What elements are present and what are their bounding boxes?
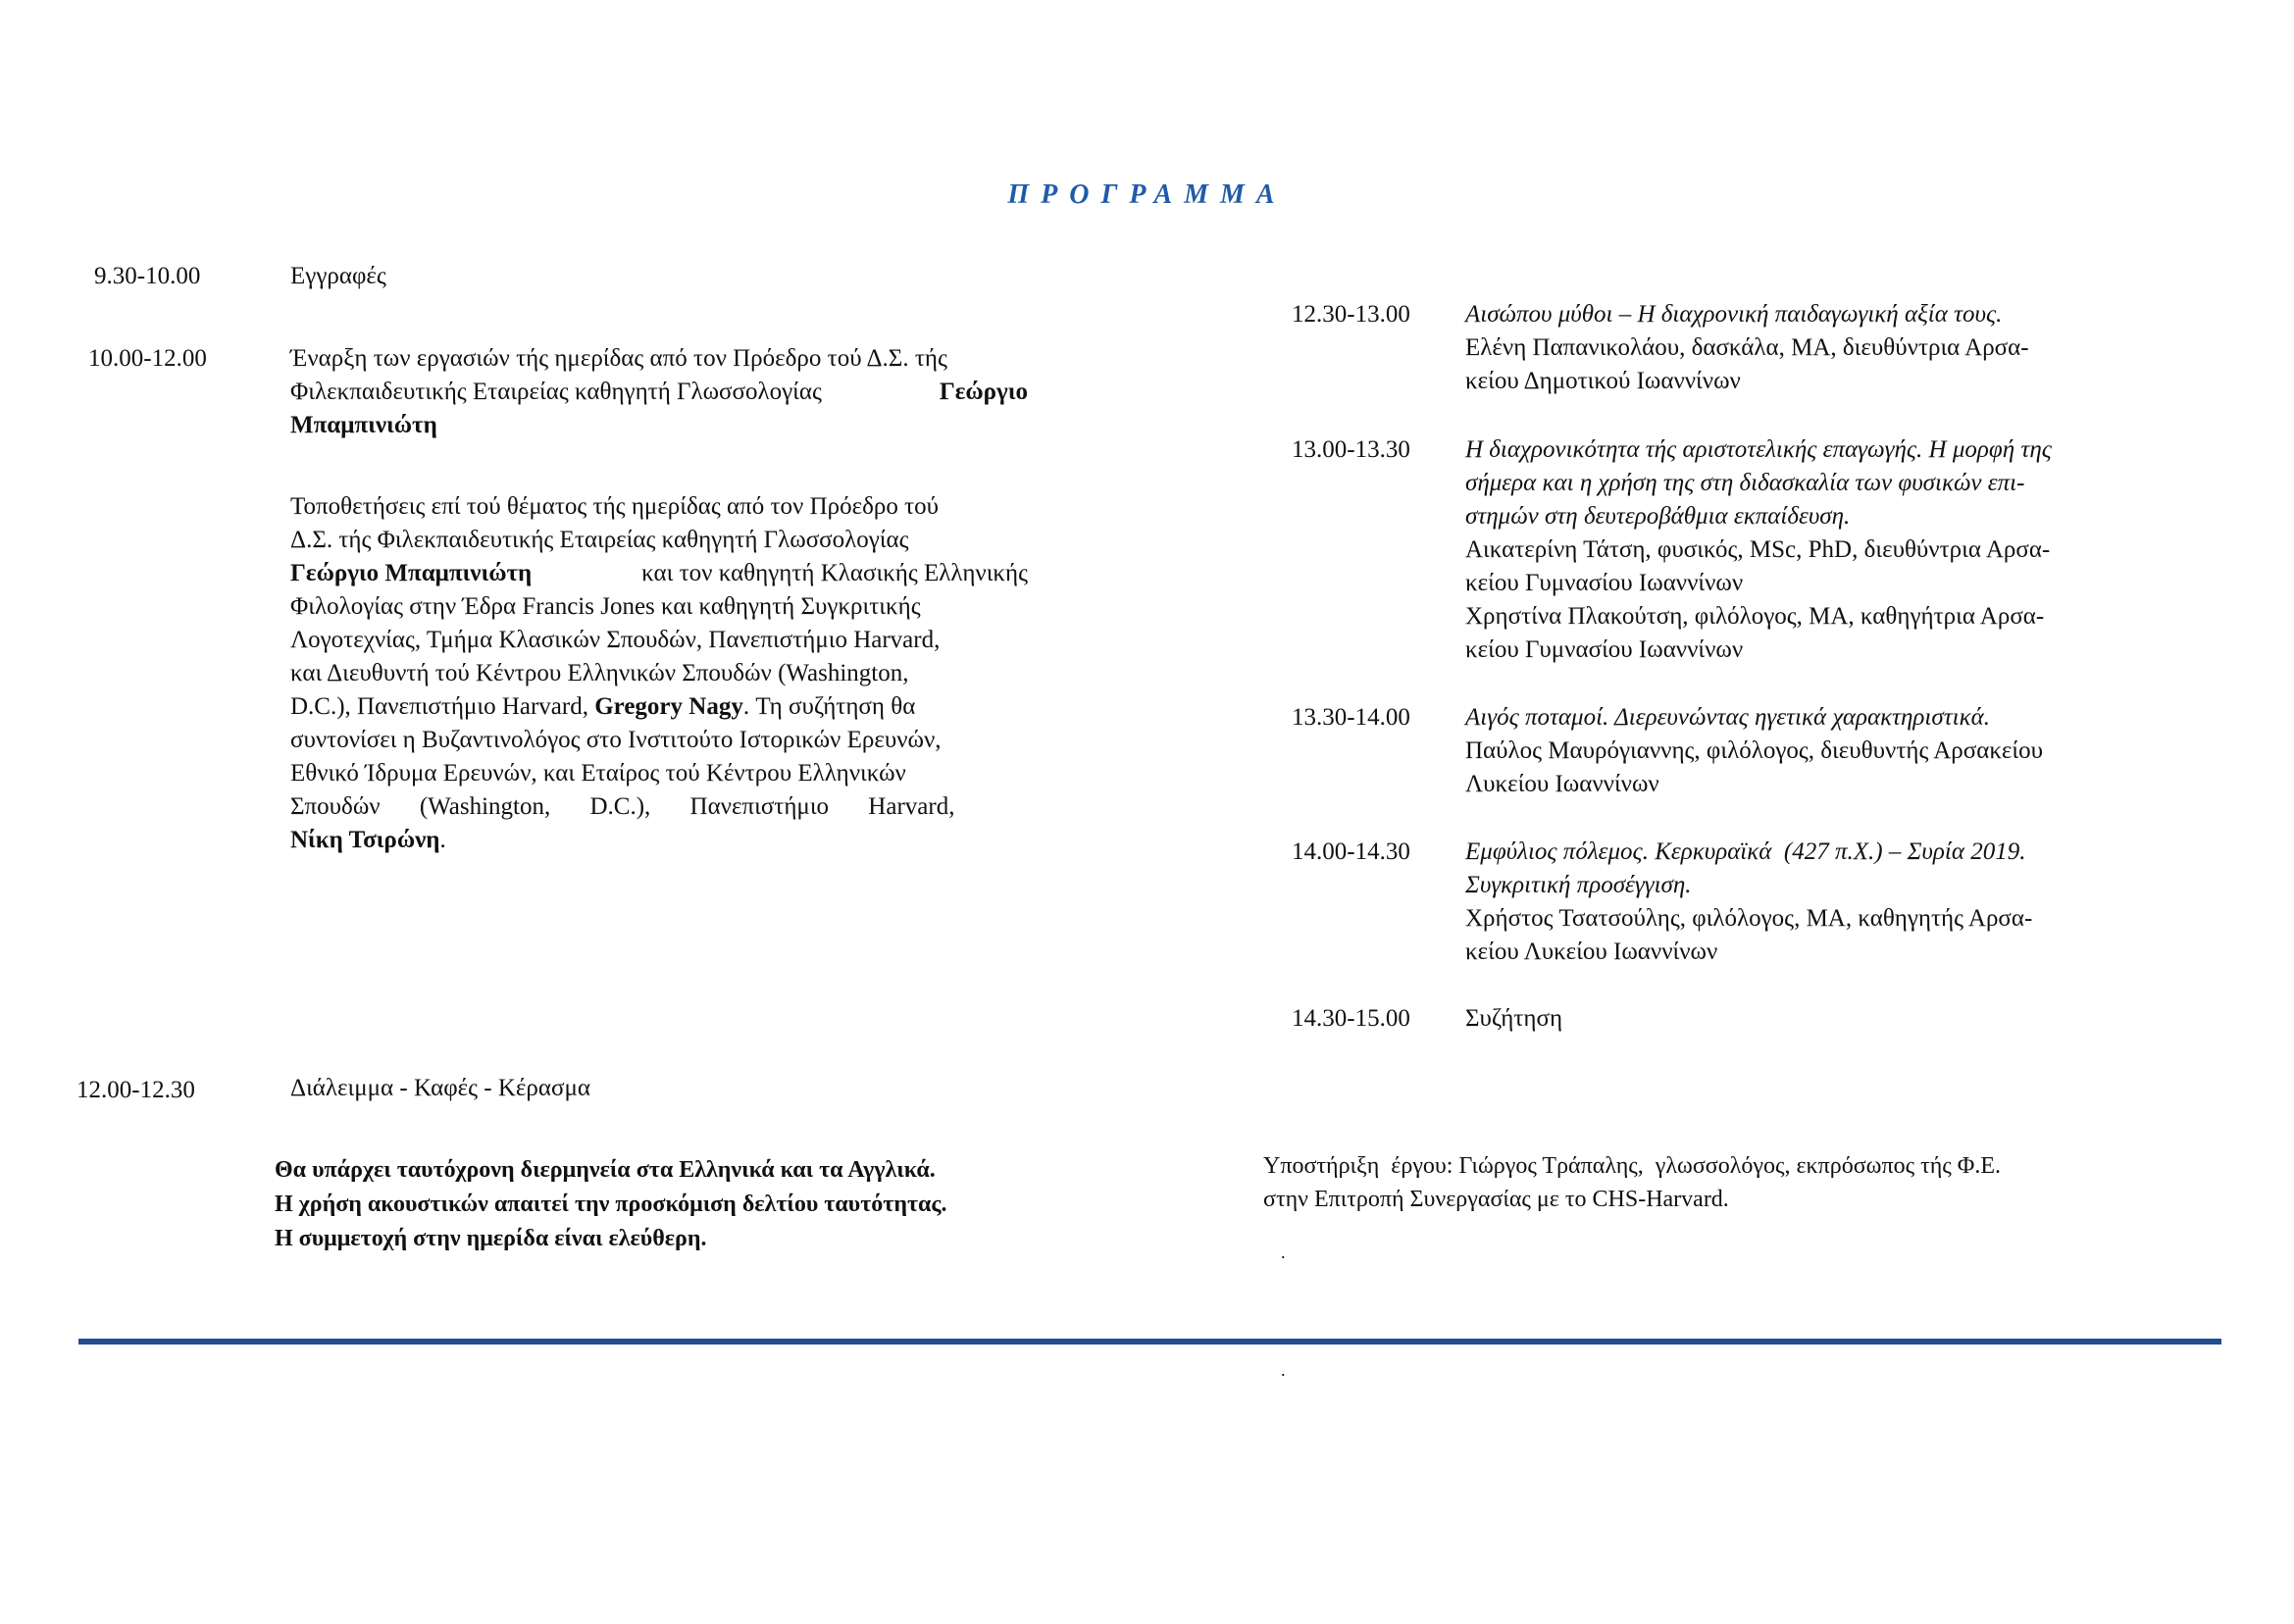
positions-line-text: και τον καθηγητή Κλασικής Ελληνικής xyxy=(641,560,1028,586)
note-line: Η χρήση ακουστικών απαιτεί την προσκόμιση δελτίου ταυτότητας. xyxy=(275,1192,947,1217)
session-title: Αιγός ποταμοί. Διερευνώντας ηγετικά χαρακτηριστικά. xyxy=(1465,704,1990,731)
positions-line: Λογοτεχνίας, Τμήμα Κλασικών Σπουδών, Πανεπιστήμιο Harvard, xyxy=(290,627,941,653)
break-text: Διάλειμμα - Καφές - Κέρασμα xyxy=(290,1075,590,1101)
session-speaker: Ελένη Παπανικολάου, δασκάλα, ΜΑ, διευθύντρια Αρσα- xyxy=(1465,334,2029,361)
positions-line: Φιλολογίας στην Έδρα Francis Jones και καθηγητή Συγκριτικής xyxy=(290,593,921,620)
session-time: 14.00-14.30 xyxy=(1292,838,1410,865)
support-credit xyxy=(1263,1149,2001,1216)
session-title: Εμφύλιος πόλεμος. Κερκυραϊκά (427 π.Χ.) – Συρία 2019. xyxy=(1465,838,2026,865)
note-line: Η συμμετοχή στην ημερίδα είναι ελεύθερη. xyxy=(275,1226,707,1251)
note-line: Θα υπάρχει ταυτόχρονη διερμηνεία στα Ελληνικά και τα Αγγλικά. xyxy=(275,1157,936,1183)
positions-line xyxy=(290,557,1028,590)
session-speaker: Χρηστίνα Πλακούτση, φιλόλογος, ΜΑ, καθηγήτρια Αρσα- xyxy=(1465,603,2045,630)
positions-line: συντονίσει η Βυζαντινολόγος στο Ινστιτούτο Ιστορικών Ερευνών, xyxy=(290,727,942,753)
registration-time: 9.30-10.00 xyxy=(94,263,201,289)
session-title: σήμερα και η χρήση της στη διδασκαλία των φυσικών επι- xyxy=(1465,470,2025,496)
opening-text xyxy=(290,342,1028,442)
opening-line: Έναρξη των εργασιών τής ημερίδας από τον Πρόεδρο τού Δ.Σ. τής xyxy=(290,345,947,372)
positions-line: Δ.Σ. τής Φιλεκπαιδευτικής Εταιρείας καθηγητή Γλωσσολογίας xyxy=(290,527,909,553)
session-speaker: Λυκείου Ιωαννίνων xyxy=(1465,771,1659,797)
positions-line xyxy=(290,824,1028,857)
session-title: στημών στη δευτεροβάθμια εκπαίδευση. xyxy=(1465,503,1851,530)
break-time: 12.00-12.30 xyxy=(76,1077,195,1103)
speaker-name: Μπαμπινιώτη xyxy=(290,412,437,438)
session-time: 13.00-13.30 xyxy=(1292,436,1410,463)
positions-line: Σπουδών (Washington, D.C.), Πανεπιστήμιο Harvard, xyxy=(290,793,955,820)
stray-dot: . xyxy=(1281,1360,1286,1380)
discussion-time: 14.30-15.00 xyxy=(1292,1005,1410,1032)
session-time: 12.30-13.00 xyxy=(1292,301,1410,328)
opening-line-text: Φιλεκπαιδευτικής Εταιρείας καθηγητή Γλωσσολογίας xyxy=(290,379,822,405)
session-text xyxy=(1465,433,2142,667)
discussion-text: Συζήτηση xyxy=(1465,1005,1563,1032)
positions-line: και Διευθυντή τού Κέντρου Ελληνικών Σπουδών (Washington, xyxy=(290,660,909,686)
session-title: Αισώπου μύθοι – Η διαχρονική παιδαγωγική αξία τους. xyxy=(1465,301,2003,328)
session-speaker: Χρήστος Τσατσούλης, φιλόλογος, ΜΑ, καθηγητής Αρσα- xyxy=(1465,905,2033,932)
session-speaker: κείου Γυμνασίου Ιωαννίνων xyxy=(1465,636,1744,663)
session-title: Συγκριτική προσέγγιση. xyxy=(1465,872,1692,898)
session-speaker: κείου Δημοτικού Ιωαννίνων xyxy=(1465,368,1741,394)
opening-line xyxy=(290,376,1028,409)
page-title: ΠΡΟΓΡΑΜΜΑ xyxy=(1007,179,1287,210)
positions-line-text: . Τη συζήτηση θα xyxy=(742,693,916,720)
positions-line: Εθνικό Ίδρυμα Ερευνών, και Εταίρος τού Κέντρου Ελληνικών xyxy=(290,760,906,787)
positions-line xyxy=(290,690,1028,724)
session-time: 13.30-14.00 xyxy=(1292,704,1410,731)
support-line: Υποστήριξη έργου: Γιώργος Τράπαλης, γλωσσολόγος, εκπρόσωπος τής Φ.Ε. xyxy=(1263,1153,2001,1179)
positions-text xyxy=(290,490,1028,857)
stray-dot: . xyxy=(1281,1243,1286,1262)
speaker-name: Gregory Nagy xyxy=(594,693,743,720)
horizontal-rule xyxy=(78,1339,2221,1345)
session-text xyxy=(1465,836,2142,969)
speaker-name: Νίκη Τσιρώνη xyxy=(290,827,440,853)
speaker-name: Γεώργιο xyxy=(939,379,1028,405)
opening-time: 10.00-12.00 xyxy=(88,345,207,372)
session-speaker: Αικατερίνη Τάτση, φυσικός, MSc, PhD, διευθύντρια Αρσα- xyxy=(1465,536,2051,563)
positions-line-text: . xyxy=(439,827,446,853)
session-title: Η διαχρονικότητα τής αριστοτελικής επαγωγής. Η μορφή της xyxy=(1465,436,2052,463)
session-speaker: κείου Γυμνασίου Ιωαννίνων xyxy=(1465,570,1744,596)
registration-text: Εγγραφές xyxy=(290,263,386,289)
session-text xyxy=(1465,298,2142,398)
session-speaker: κείου Λυκείου Ιωαννίνων xyxy=(1465,939,1718,965)
notes-block xyxy=(275,1153,947,1256)
positions-line: Τοποθετήσεις επί τού θέματος τής ημερίδας από τον Πρόεδρο τού xyxy=(290,493,940,520)
session-speaker: Παύλος Μαυρόγιαννης, φιλόλογος, διευθυντής Αρσακείου xyxy=(1465,737,2044,764)
support-line: στην Επιτροπή Συνεργασίας με το CHS-Harvard. xyxy=(1263,1187,1729,1212)
speaker-name: Γεώργιο Μπαμπινιώτη xyxy=(290,560,533,586)
positions-line-text: D.C.), Πανεπιστήμιο Harvard, xyxy=(290,693,588,720)
session-text xyxy=(1465,701,2142,801)
